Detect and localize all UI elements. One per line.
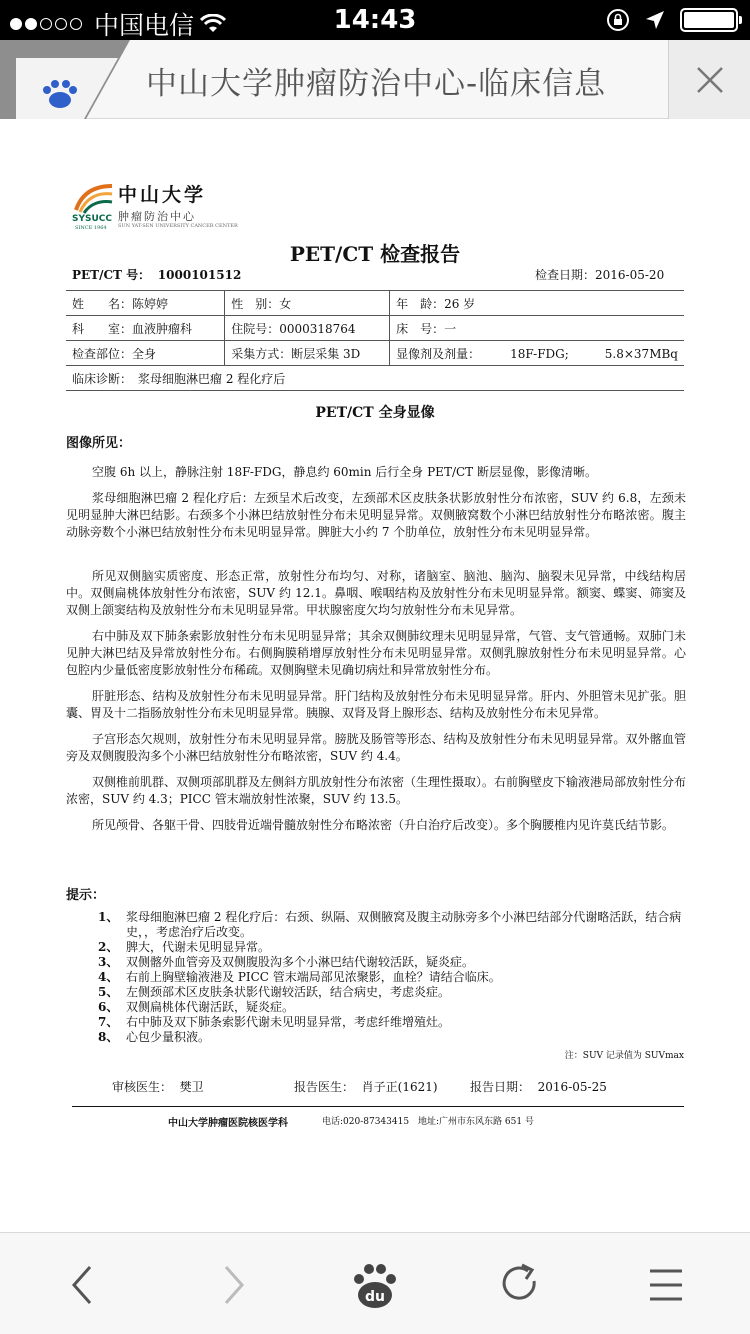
petct-number-label: PET/CT 号： (72, 268, 151, 282)
logo-department: 肿瘤防治中心 (118, 210, 196, 223)
table-row (66, 341, 684, 366)
back-button[interactable] (56, 1259, 112, 1311)
logo-emblem-icon (74, 182, 114, 214)
report-title: PET/CT 检查报告 (289, 242, 461, 266)
footer-department: 中山大学肿瘤医院核医学科 (168, 1118, 288, 1129)
tab-thumbnail[interactable] (0, 40, 140, 119)
findings-paragraph: 浆母细胞淋巴瘤 2 程化疗后：左颈呈术后改变，左颈部术区皮肤条状影放射性分布浓密，SUV 约 6.8，左颈未见明显肿大淋巴结影。右颈多个小淋巴结放射性分布未见明显异常。双侧腋窝数个小淋巴结放射性分布略浓密。腹主动脉旁数个小淋巴结放射性分布未见明显异常。脾脏大小约 7 个肋单位，放射性分布未见明显异常。 (66, 491, 686, 539)
patient-age: 年 龄：26 岁 (390, 291, 684, 316)
reporter-label: 报告医生： (294, 1080, 355, 1094)
patient-name: 姓 名：陈婷婷 (66, 291, 225, 316)
reporter (294, 1078, 438, 1095)
footer-address: 地址:广州市东风东路 651 号 (418, 1117, 534, 1127)
findings-paragraph: 肝脏形态、结构及放射性分布未见明显异常。肝门结构及放射性分布未见明显异常。肝内、外胆管未见扩张。胆囊、胃及十二指肠放射性分布未见明显异常。胰腺、双肾及肾上腺形态、结构及放射性分布未见异常。 (66, 689, 686, 720)
baidu-home-button[interactable] (347, 1259, 403, 1311)
exam-date (535, 266, 664, 283)
section-title: PET/CT 全身显像 (315, 405, 435, 421)
bed-number: 床 号：一 (390, 316, 684, 341)
findings-paragraph: 所见颅骨、各躯干骨、四肢骨近端骨髓放射性分布略浓密（升白治疗后改变）。多个胸腰椎内见许莫氏结节影。 (92, 818, 675, 832)
department: 科 室：血液肿瘤科 (66, 316, 225, 341)
reporter-name: 肖子正(1621) (361, 1080, 438, 1094)
logo-abbr: SYSUCC (72, 214, 112, 224)
menu-button[interactable] (638, 1259, 694, 1311)
refresh-button[interactable] (492, 1259, 548, 1311)
svg-text:du: du (365, 1289, 385, 1305)
tracer-dose: 显像剂及剂量： 18F-FDG; 5.8×37MBq (390, 341, 684, 366)
hospital-logo (72, 180, 238, 236)
suv-note: 注：SUV 记录值为 SUVmax (564, 1051, 684, 1061)
list-item: 7、 右中肺及双下肺条索影代谢未见明显异常，考虑纤维增殖灶。 (98, 1015, 451, 1029)
exam-site: 检查部位：全身 (66, 341, 225, 366)
rotation-lock-icon (606, 8, 630, 32)
exam-date-label: 检查日期： (535, 268, 596, 282)
patient-sex: 性 别：女 (225, 291, 390, 316)
tips-heading: 提示： (66, 888, 106, 903)
refresh-icon (492, 1259, 548, 1311)
list-item: 8、 心包少量积液。 (98, 1030, 211, 1044)
carrier-label: 中国电信 (94, 11, 195, 40)
browser-title-bar (0, 40, 750, 119)
findings-paragraph: 右中肺及双下肺条索影放射性分布未见明显异常；其余双侧肺纹理未见明显异常，气管、支气管通畅。双肺门未见肿大淋巴结及异常放射性分布。右侧胸膜稍增厚放射性分布未见明显异常。双侧乳腺放射性分布未见明显异常。心包腔内少量低密度影放射性分布稀疏。双侧胸壁未见确切病灶和异常放射性分布。 (66, 629, 686, 677)
baidu-du-icon (347, 1259, 403, 1311)
clinical-diagnosis: 临床诊断： 浆母细胞淋巴瘤 2 程化疗后 (66, 366, 684, 391)
chevron-right-icon (204, 1259, 260, 1311)
list-item: 5、 左侧颈部术区皮肤条状影代谢较活跃，结合病史，考虑炎症。 (98, 985, 451, 999)
report-date-label: 报告日期： (470, 1080, 531, 1094)
table-row (66, 316, 684, 341)
status-bar (0, 0, 750, 40)
patient-info-table (66, 290, 684, 391)
logo-since: SINCE 1964 (75, 225, 107, 231)
close-button[interactable] (668, 40, 750, 119)
clock: 14:43 (333, 5, 417, 35)
close-icon (669, 40, 750, 119)
list-item: 1、 浆母细胞淋巴瘤 2 程化疗后：右颈、纵隔、双侧腋窝及腹主动脉旁多个小淋巴结部分代谢略活跃，结合病史，，考虑治疗后改变。 (98, 910, 682, 939)
petct-number-value: 1000101512 (157, 268, 242, 282)
list-item: 4、 右前上胸壁输液港及 PICC 管末端局部见浓聚影，血栓？请结合临床。 (98, 970, 501, 984)
petct-number (72, 266, 241, 283)
acquisition-mode: 采集方式：断层采集 3D (225, 341, 390, 366)
menu-icon (638, 1259, 694, 1311)
footer-phone: 电话:020-87343415 (322, 1117, 410, 1127)
logo-university: 中山大学 (118, 184, 207, 206)
browser-toolbar (0, 1232, 750, 1334)
chevron-left-icon (56, 1259, 112, 1311)
report-date (470, 1078, 607, 1095)
tips-list (98, 910, 688, 1045)
reviewer-name: 樊卫 (179, 1080, 204, 1094)
reviewer-label: 审核医生： (112, 1080, 173, 1094)
findings-paragraph: 空腹 6h 以上，静脉注射 18F-FDG，静息约 60min 后行全身 PET/CT 断层显像，影像清晰。 (92, 465, 597, 479)
report-date-value: 2016-05-25 (537, 1080, 607, 1094)
list-item: 6、 双侧扁桃体代谢活跃，疑炎症。 (98, 1000, 295, 1014)
list-item: 2、 脾大，代谢未见明显异常。 (98, 940, 271, 954)
forward-button[interactable] (204, 1259, 260, 1311)
page-title: 中山大学肿瘤防治中心-临床信息 (146, 66, 607, 102)
status-right (606, 8, 738, 32)
report-document (0, 120, 750, 1232)
exam-date-value: 2016-05-20 (595, 268, 665, 282)
reviewer (112, 1078, 204, 1095)
findings-paragraph: 子宫形态欠规则，放射性分布未见明显异常。膀胱及肠管等形态、结构及放射性分布未见明显异常。双外髂血管旁及双侧腹股沟多个小淋巴结放射性分布略浓密，SUV 约 4.4。 (66, 732, 686, 763)
findings-paragraph: 双侧椎前肌群、双侧项部肌群及左侧斜方肌放射性分布浓密（生理性摄取）。右前胸壁皮下输液港局部放射性分布浓密，SUV 约 4.3；PICC 管末端放射性浓聚，SUV 约 13.5。 (66, 775, 687, 806)
findings-heading: 图像所见： (66, 436, 132, 451)
list-item: 3、 双侧髂外血管旁及双侧腹股沟多个小淋巴结代谢较活跃，疑炎症。 (98, 955, 475, 969)
inpatient-number: 住院号：0000318764 (225, 316, 390, 341)
table-row (66, 291, 684, 316)
location-icon (644, 9, 666, 31)
findings-paragraph: 所见双侧脑实质密度、形态正常，放射性分布均匀、对称，诸脑室、脑池、脑沟、脑裂未见异常，中线结构居中。双侧扁桃体放射性分布浓密，SUV 约 12.1。鼻咽、喉咽结构及放射性分布未见明显异常。额窦、蝶窦、筛窦及双侧上颌窦结构及放射性分布未见明显异常。甲状腺密度欠均匀放射性分布未见异常。 (66, 569, 686, 617)
logo-english: SUN YAT-SEN UNIVERSITY CANCER CENTER (118, 223, 238, 229)
footer-divider (72, 1106, 684, 1107)
battery-icon (680, 8, 738, 32)
table-row (66, 366, 684, 391)
